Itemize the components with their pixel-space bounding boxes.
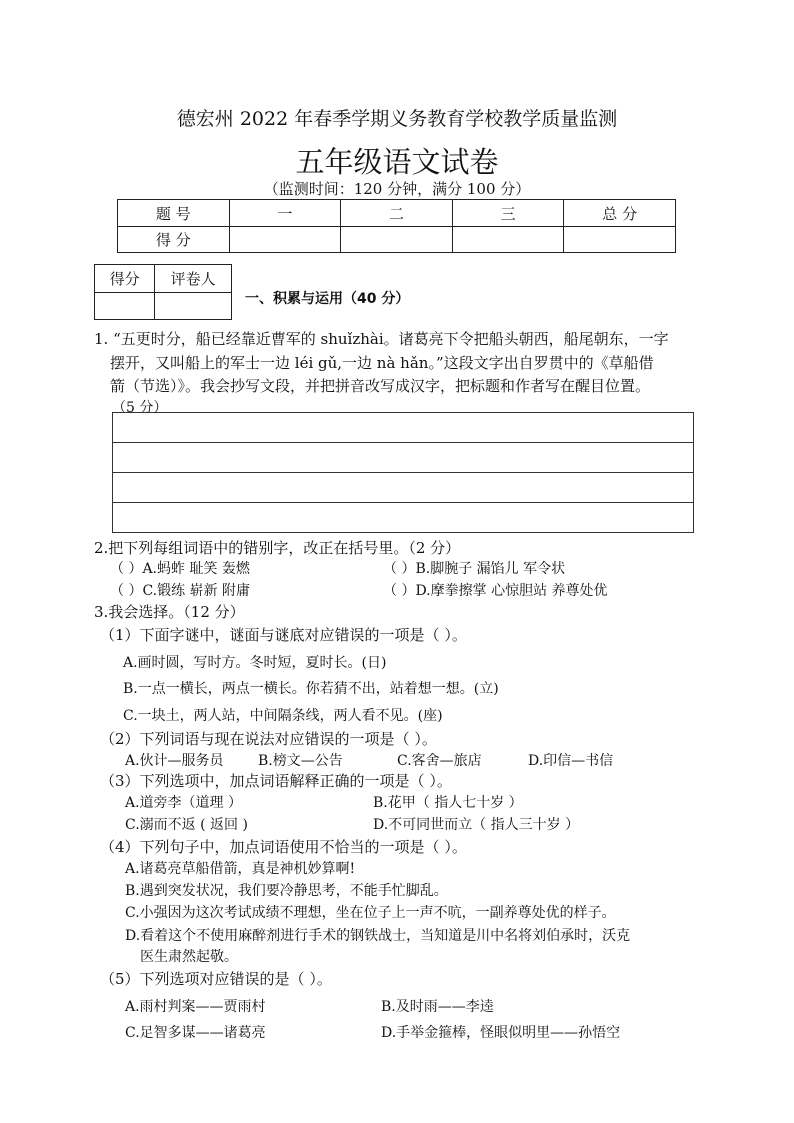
q1-line: 1. “五更时分，船已经靠近曹军的 shuǐzhài。诸葛亮下令把船头朝西，船尾朝东，一字 bbox=[94, 330, 669, 348]
q3-4-option: 医生肃然起敬。 bbox=[140, 949, 238, 965]
q3-3-stem: （3）下列选项中，加点词语解释正确的一项是（ ）。 bbox=[100, 772, 452, 790]
q3-1-option: C.一块土，两人站，中间隔条线，两人看不见。(座) bbox=[123, 708, 443, 724]
section1-title: 一、积累与运用（40 分） bbox=[245, 291, 410, 307]
score-table-header: 一 bbox=[229, 200, 341, 227]
q3-3-option: A.道旁李（道理 ） bbox=[125, 795, 243, 811]
score-table-header: 三 bbox=[452, 200, 564, 227]
q3-5-option: C.足智多谋——诸葛亮 bbox=[125, 1025, 266, 1041]
grader-score-label: 得分 bbox=[95, 265, 155, 293]
score-row-label: 得 分 bbox=[118, 227, 230, 253]
q3-4-stem: （4）下列句子中，加点词语使用不恰当的一项是（ ）。 bbox=[100, 838, 467, 856]
writing-line bbox=[112, 412, 694, 413]
q1-line: 摆开，又叫船上的军士一边 léi gǔ,一边 nà hǎn。”这段文字出自罗贯中的《草船借 bbox=[110, 354, 654, 372]
q1-line: （5 分） bbox=[112, 400, 168, 416]
score-table bbox=[117, 199, 676, 253]
writing-line bbox=[112, 472, 694, 473]
grader-score-cell[interactable] bbox=[95, 293, 155, 320]
writing-line bbox=[112, 502, 694, 503]
writing-line bbox=[112, 532, 694, 533]
q3-2-option: B.榜文—公告 bbox=[258, 753, 343, 769]
score-table-header: 总 分 bbox=[564, 200, 676, 227]
q3-1-option: A.画时圆，写时方。冬时短，夏时长。(日) bbox=[123, 655, 387, 671]
q2-option: （ ）A.蚂蚱 耻笑 轰燃 bbox=[110, 561, 250, 577]
score-table-header: 题 号 bbox=[118, 200, 230, 227]
q3-5-stem: （5）下列选项对应错误的是（ ）。 bbox=[100, 970, 332, 988]
score-cell[interactable] bbox=[452, 227, 564, 253]
q3-5-option: A.雨村判案——贾雨村 bbox=[125, 999, 266, 1015]
q2-option: （ ）C.锻练 崭新 附庸 bbox=[110, 583, 251, 599]
q3-title: 3.我会选择。（12 分） bbox=[94, 603, 245, 621]
q3-4-option: B.遇到突发状况，我们要冷静思考，不能手忙脚乱。 bbox=[125, 883, 448, 899]
q3-3-option: C.溺而不返 ( 返回 ) bbox=[125, 817, 248, 833]
q2-title: 2.把下列每组词语中的错别字，改正在括号里。（2 分） bbox=[94, 539, 461, 557]
q3-1-option: B.一点一横长，两点一横长。你若猜不出，站着想一想。(立) bbox=[123, 681, 499, 697]
exam-info: （监测时间：120 分钟，满分 100 分） bbox=[263, 180, 531, 198]
q3-4-option: C.小强因为这次考试成绩不理想，坐在位子上一声不吭，一副养尊处优的样子。 bbox=[125, 905, 616, 921]
grader-name-cell[interactable] bbox=[155, 293, 232, 320]
score-cell[interactable] bbox=[341, 227, 453, 253]
score-cell[interactable] bbox=[564, 227, 676, 253]
exam-title: 德宏州 2022 年春季学期义务教育学校教学质量监测 bbox=[176, 108, 618, 130]
q3-3-option: D.不可同世而立（ 指人三十岁 ） bbox=[373, 817, 580, 833]
score-table-header: 二 bbox=[341, 200, 453, 227]
q3-5-option: B.及时雨——李逵 bbox=[381, 999, 494, 1015]
grader-box bbox=[94, 264, 232, 320]
q3-1-stem: （1）下面字谜中，谜面与谜底对应错误的一项是（ ）。 bbox=[100, 626, 467, 644]
q3-2-option: A.伙计—服务员 bbox=[125, 753, 224, 769]
q3-4-option: D.看着这个不使用麻醉剂进行手术的钢铁战士，当知道是川中名将刘伯承时，沃克 bbox=[125, 928, 631, 944]
grader-name-label: 评卷人 bbox=[155, 265, 232, 293]
q3-4-option: A.诸葛亮草船借箭，真是神机妙算啊! bbox=[125, 861, 356, 877]
writing-line bbox=[112, 442, 694, 443]
q2-option: （ ）B.脚腕子 漏馅儿 军令状 bbox=[383, 561, 566, 577]
q3-2-option: C.客舍—旅店 bbox=[397, 753, 482, 769]
q2-option: （ ）D.摩拳擦掌 心惊胆站 养尊处优 bbox=[383, 583, 608, 599]
q3-2-option: D.印信—书信 bbox=[528, 753, 614, 769]
q1-line: 箭（节选）》。我会抄写文段，并把拼音改写成汉字，把标题和作者写在醒目位置。 bbox=[110, 377, 651, 395]
q3-3-option: B.花甲（ 指人七十岁 ） bbox=[373, 795, 523, 811]
subject-title: 五年级语文试卷 bbox=[295, 145, 499, 179]
q3-2-stem: （2）下列词语与现在说法对应错误的一项是（ ）。 bbox=[100, 730, 437, 748]
q3-5-option: D.手举金箍棒，怪眼似明里——孙悟空 bbox=[381, 1025, 621, 1041]
score-cell[interactable] bbox=[229, 227, 341, 253]
